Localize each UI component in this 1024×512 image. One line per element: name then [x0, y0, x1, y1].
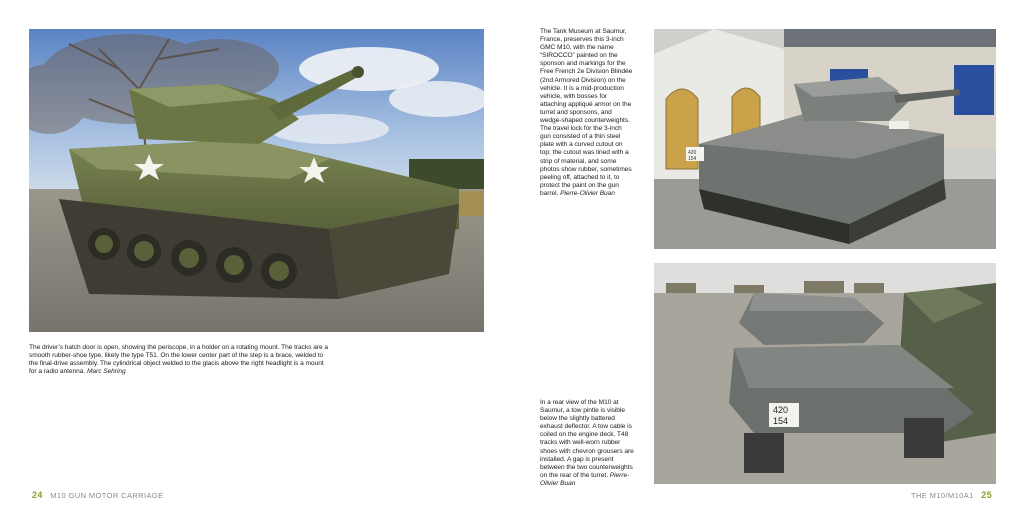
running-title: THE M10/M10A1 [911, 491, 974, 500]
rear-plate-bottom: 154 [773, 416, 789, 426]
photo-credit: Pierre-Olivier Buan [560, 189, 615, 197]
caption-text: In a rear view of the M10 at Saumur, a tow pintle is visible below the slightly battered exhaust deflector. A tow cable is coiled on the engine deck. T48 tracks with well-worn rubber shoes with chevron grousers are installed. A gap is present between the two counterweights on the rear of the turret. [540, 399, 634, 479]
right-page [512, 0, 1024, 512]
page-number: 24 [32, 490, 43, 500]
photo-credit: Marc Sehring [86, 368, 126, 376]
photo-m10-saumur-front [654, 29, 996, 249]
photo-credit: Pierre-Olivier Buan [540, 471, 630, 487]
caption-saumur-front [540, 28, 634, 198]
rear-plate-top: 420 [773, 405, 789, 415]
plate-number-top: 420 [688, 150, 697, 156]
m10-olive-illustration [29, 29, 484, 332]
folio-right [911, 490, 992, 500]
page-number: 25 [981, 490, 992, 500]
caption-saumur-rear [540, 399, 634, 488]
caption-text: The Tank Museum at Saumur, France, preserves this 3-inch GMC M10, with the name “SIROCCO” painted on the sponson and markings for the Free French 2e Division Blindée (2nd Armored Division) on the vehicle. It is a mid-production vehicle, with bosses for attaching appliqué armor on the turret and sponsons, and wedge-shaped counterweights. The travel lock for the 3-inch gun consisted of a thin steel plate with a curved cutout on top; the cutout was lined with a strip of material, and some photos show rubber, sometimes peeling off, attached to it, to protect the paint on the gun barrel. [540, 28, 633, 197]
caption-olive-tank [29, 344, 329, 376]
plate-number-bottom: 154 [688, 156, 697, 162]
folio-left [32, 490, 164, 500]
m10-saumur-front-illustration [654, 29, 996, 249]
m10-saumur-rear-illustration [654, 263, 996, 484]
photo-m10-olive-drab [29, 29, 484, 332]
running-title: M10 GUN MOTOR CARRIAGE [50, 491, 164, 500]
caption-text: The driver’s hatch door is open, showing the periscope, in a holder on a rotating mount. The tracks are a smooth rubber-shoe type, likely the type T51. On the lower center part of the step is a brace, welded to the final-drive assembly. The cylindrical object welded to the glacis above the right headlight is a mount for a radio antenna. [29, 344, 328, 376]
photo-m10-saumur-rear [654, 263, 996, 484]
